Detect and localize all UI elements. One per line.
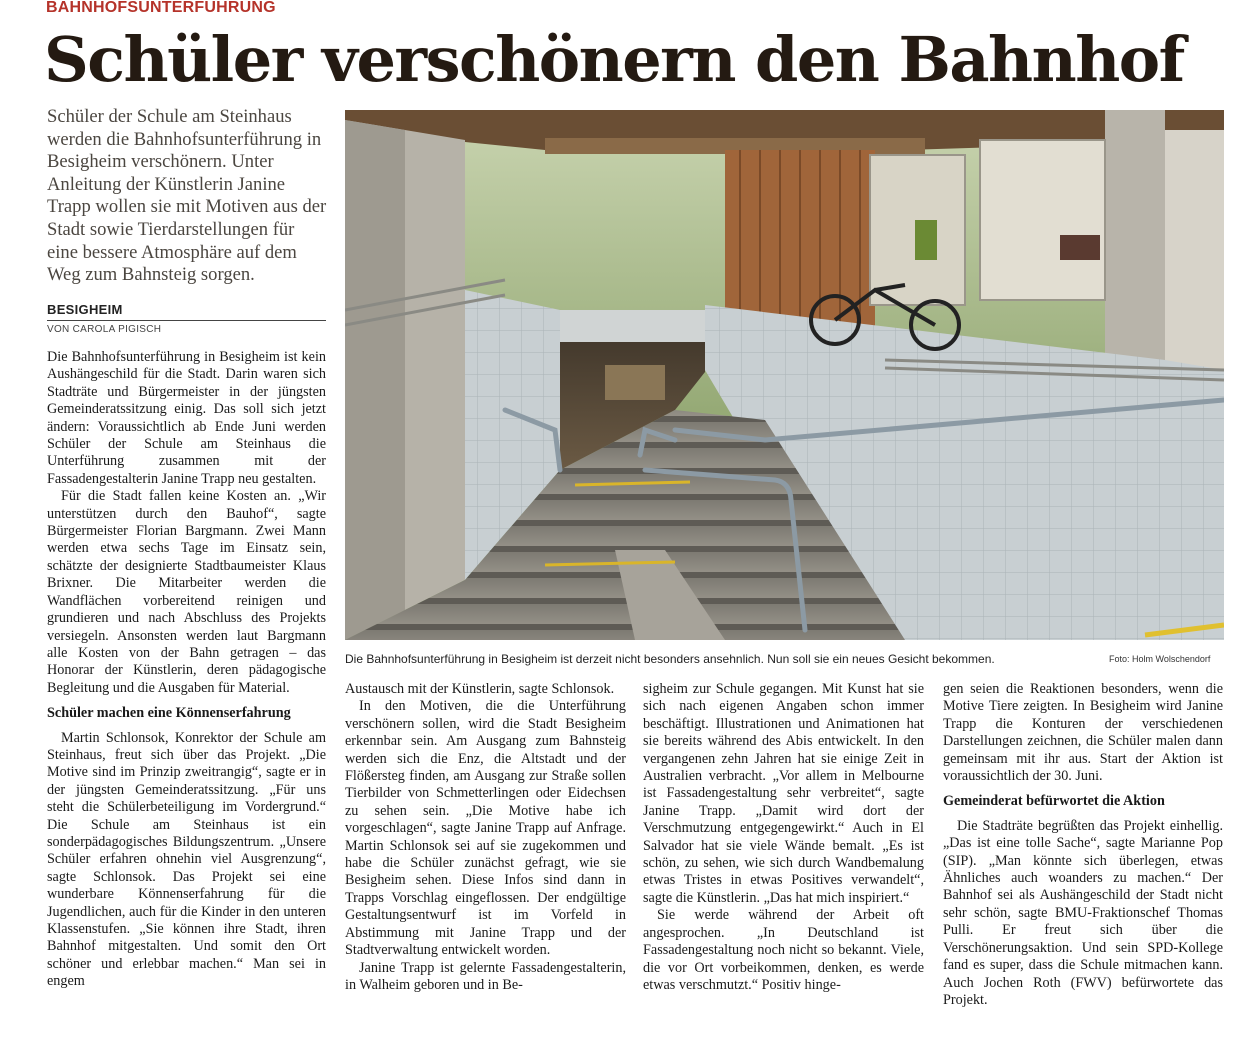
article-column-4 — [943, 681, 1223, 1009]
paragraph: In den Motiven, die die Unterführung verschönern sollen, wird die Stadt Besigheim erkennbar sein. Am Ausgang zum Bahnsteig werden sich die Enz, die Altstadt und der Flößersteg finden, am Ausgang zur Straße sollen Tierbilder von Schmetterlingen oder Eidechsen zu sehen sein. „Die Motive habe ich vorgeschlagen“, sagte Janine Trapp auf Anfrage. Martin Schlonsok sei auf sie zugekommen und habe die Schüler zunächst gefragt, wie sie Besigheim sehen. Diese Infos sind dann in Trapps Vorschlag eingeflossen. Der endgültige Gestaltungsentwurf ist im Vorfeld in Abstimmung mit Janine Trapp und der Stadtverwaltung entwickelt worden. — [345, 698, 626, 959]
subheading: Schüler machen eine Könnenserfahrung — [47, 705, 291, 722]
article-column-2 — [345, 681, 626, 994]
paragraph: Martin Schlonsok, Konrektor der Schule am Steinhaus, freut sich über das Projekt. „Die Motive sind im Prinzip zweitrangig“, sagte er in der jüngsten Gemeinderatssitzung. „Für uns steht die Schülerbeteiligung im Vordergrund.“ Die Schule am Steinhaus ist ein sonderpädagogisches Bildungszentrum. „Unsere Schüler erfahren ohnehin viel Ausgrenzung“, sagte Schlonsok. Das Projekt sei eine wunderbare Könnenserfahrung für die Jugendlichen, auch für die Kinder in den unteren Klassenstufen. „Sie können ihre Stadt, ihren Bahnhof mitgestalten. Und somit den Ort schöner und erlebbar machen.“ Man sei in engem — [47, 729, 326, 990]
paragraph: Für die Stadt fallen keine Kosten an. „Wir unterstützen durch den Bauhof“, sagte Bürgermeister Florian Bargmann. Zwei Mann werden etwa sechs Tage im Einsatz sein, schätzte der designierte Stadtbaumeister Klaus Brixner. Die Mitarbeiter werden die Wandflächen vorbereitend reinigen und grundieren und nach Abschluss des Projekts versiegeln. Ansonsten werden laut Bargmann alle Kosten von der Bahn getragen – das Honorar der Künstlerin, deren pädagogische Begleitung und die Ausgaben für Material. — [47, 488, 326, 696]
photo-credit: Foto: Holm Wolschendorf — [1109, 654, 1211, 664]
paragraph: Sie werde während der Arbeit oft angesprochen. „In Deutschland ist Fassadengestaltung noch nicht so bekannt. Viele, die vor Ort vorbeikommen, denken, es werde etwas verschmutzt.“ Positiv hinge- — [643, 907, 924, 993]
headline: Schüler verschönern den Bahnhof — [44, 23, 1184, 96]
paragraph: Die Stadträte begrüßten das Projekt einhellig. „Das ist eine tolle Sache“, sagte Marianne Pop (SIP). „Man könnte sich überlegen, etwas Ähnliches auch woanders zu machen.“ Der Bahnhof sei als Aushängeschild der Stadt nicht sehr schön, sagte BMU-Fraktionschef Thomas Pulli. Er freut sich über die Verschönerungsaktion. Und sein SPD-Kollege fand es super, dass die Schule mitmachen kann. Auch Jochen Roth (FWV) befürwortete das Projekt. — [943, 817, 1223, 1008]
underpass-photo-illustration — [345, 110, 1224, 640]
paragraph: Die Bahnhofsunterführung in Besigheim ist kein Aushängeschild für die Stadt. Darin waren sich Stadträte und Bürgermeister in der jüngsten Gemeinderatssitzung einig. Das soll sich jetzt ändern: Voraussichtlich ab Ende Juni werden Schüler der Schule am Steinhaus die Unterführung zusammen mit der Fassadengestalterin Janine Trapp neu gestalten. — [47, 349, 326, 487]
paragraph: Austausch mit der Künstlerin, sagte Schlonsok. — [345, 681, 615, 697]
article-column-3 — [643, 681, 924, 994]
paragraph: Janine Trapp ist gelernte Fassadengestalterin, in Walheim geboren und in Be- — [345, 959, 626, 993]
subheading: Gemeinderat befürwortet die Aktion — [943, 793, 1165, 810]
byline: VON CAROLA PIGISCH — [47, 324, 162, 335]
photo-caption: Die Bahnhofsunterführung in Besigheim ist derzeit nicht besonders ansehnlich. Nun soll sie ein neues Gesicht bekommen. — [345, 652, 995, 666]
dateline: BESIGHEIM — [47, 302, 123, 317]
kicker: BAHNHOFSUNTERFÜHRUNG — [46, 0, 276, 16]
article-photo — [345, 110, 1224, 640]
article-column-1 — [47, 349, 326, 991]
paragraph: gen seien die Reaktionen besonders, wenn die Motive Tiere zeigten. In Besigheim wird Janine Trapp die Konturen der verschiedenen Darstellungen zeichnen, die Schüler malen dann gemeinsam mit ihr aus. Start der Aktion ist voraussichtlich der 30. Juni. — [943, 681, 1223, 785]
dateline-rule — [47, 320, 326, 321]
teaser: Schüler der Schule am Steinhaus werden die Bahnhofsunterführung in Besigheim verschönern. Unter Anleitung der Künstlerin Janine Trapp wollen sie mit Motiven aus der Stadt sowie Tierdarstellungen für eine bessere Atmosphäre auf dem Weg zum Bahnsteig sorgen. — [47, 106, 327, 286]
paragraph: sigheim zur Schule gegangen. Mit Kunst hat sie sich nach eigenen Angaben schon immer beschäftigt. Illustrationen und Animationen hat sie bereits während des Abis entwickelt. In den vergangenen zehn Jahren hat sie einige Zeit in Australien verbracht. „Vor allem in Melbourne ist Fassadengestaltung sehr verbreitet“, sagte Janine Trapp. „Damit wird dort der Verschmutzung entgegengewirkt.“ Auch in El Salvador hat sie viele Wände bemalt. „Es ist schön, zu sehen, wie sich durch Wandbemalung etwas Tristes in etwas Positives verwandelt“, sagte die Künstlerin. „Das hat mich inspiriert.“ — [643, 681, 924, 906]
